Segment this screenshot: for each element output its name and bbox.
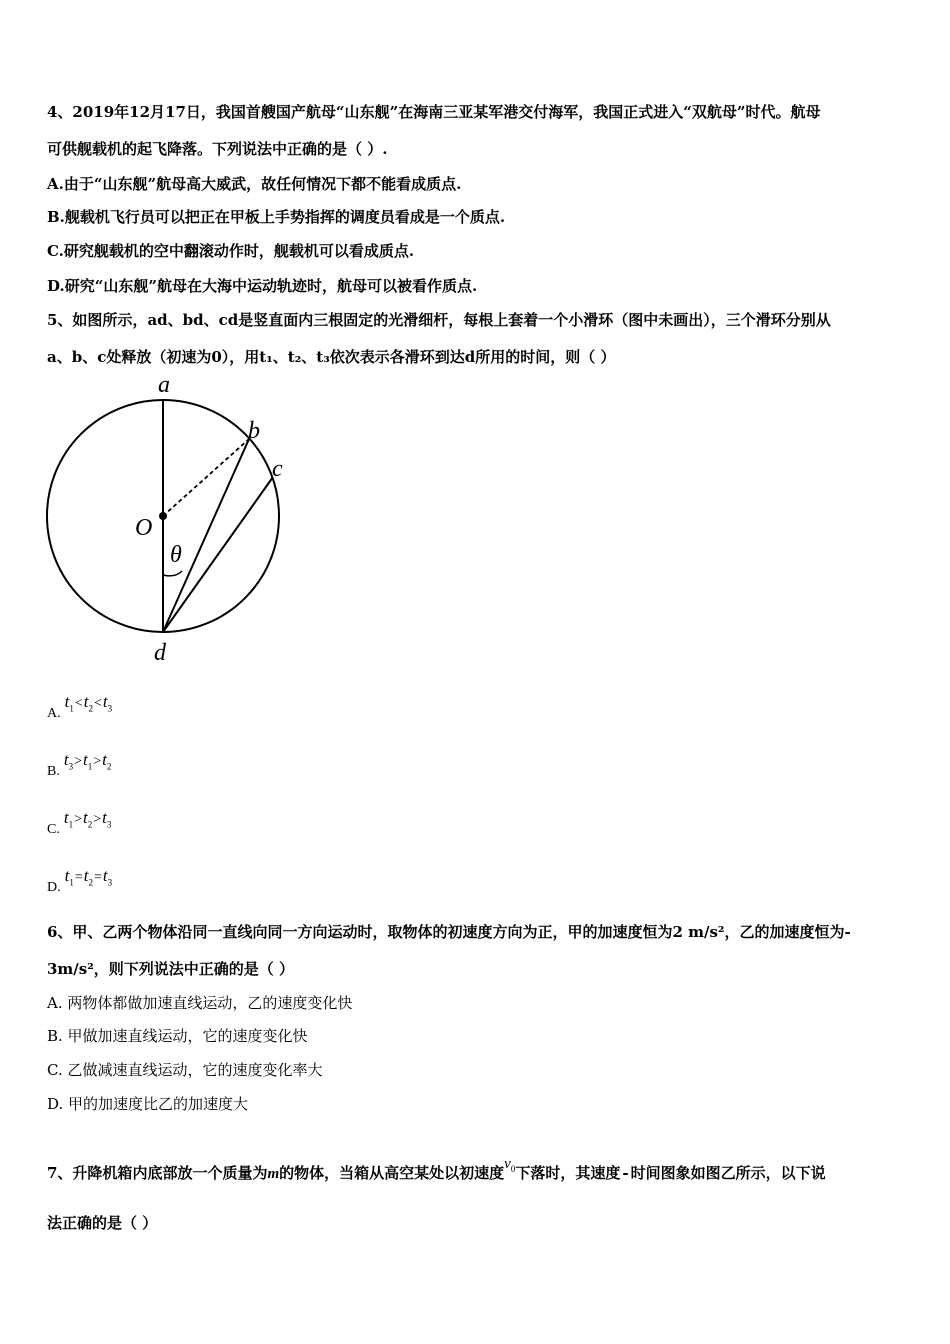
label-c: c bbox=[272, 456, 283, 482]
option-letter: B. bbox=[47, 764, 60, 779]
q7-stem-line1: 7、升降机箱内底部放一个质量为m的物体，当箱从高空某处以初速度$v_0$下落时，其速度 - 时间图象如图乙所示，以下说 bbox=[47, 1156, 826, 1182]
label-theta: θ bbox=[170, 542, 182, 568]
center-point bbox=[159, 512, 167, 520]
q6-option-a: A. 两物体都做加速直线运动，乙的速度变化快 bbox=[47, 994, 353, 1012]
angle-arc bbox=[163, 571, 182, 576]
q4-stem-line1: 4、2019年12月17日，我国首艘国产航母“山东舰”在海南三亚某军港交付海军，我国正式进入“双航母”时代。航母 bbox=[47, 103, 821, 121]
dashed-ob bbox=[163, 439, 249, 516]
option-letter: C. bbox=[47, 822, 60, 837]
q5-option-a: $A.t_1<t_2<t_3$ bbox=[47, 692, 113, 721]
q6-option-b: B. 甲做加速直线运动，它的速度变化快 bbox=[47, 1027, 308, 1045]
q5-stem-line1: 5、如图所示，ad、bd、cd是竖直面内三根固定的光滑细杆，每根上套着一个小滑环（图中未画出），三个滑环分别从 bbox=[47, 311, 831, 329]
q4-stem-line2: 可供舰载机的起飞降落。下列说法中正确的是（ ）. bbox=[47, 140, 388, 158]
q5-stem-line2: a、b、c处释放（初速为0），用t₁、t₂、t₃依次表示各滑环到达d所用的时间，则（ ） bbox=[47, 348, 616, 366]
option-letter: A. bbox=[47, 706, 61, 721]
label-b: b bbox=[248, 418, 260, 444]
q7-stem-line2: 法正确的是（ ） bbox=[47, 1214, 158, 1232]
label-o: O bbox=[135, 515, 153, 541]
q5-option-b: $B.t_3>t_1>t_2$ bbox=[47, 750, 112, 779]
rod-bd bbox=[163, 439, 249, 632]
option-letter: D. bbox=[47, 880, 61, 895]
q5-option-d: $D.t_1=t_2=t_3$ bbox=[47, 866, 113, 895]
circle-rods-figure bbox=[40, 370, 300, 670]
label-a: a bbox=[158, 372, 170, 398]
q6-stem-line1: 6、甲、乙两个物体沿同一直线向同一方向运动时，取物体的初速度方向为正，甲的加速度恒为2 m/s²，乙的加速度恒为- bbox=[47, 923, 851, 941]
q4-option-d: D.研究“山东舰”航母在大海中运动轨迹时，航母可以被看作质点. bbox=[47, 277, 478, 295]
q6-option-d: D. 甲的加速度比乙的加速度大 bbox=[47, 1095, 249, 1113]
label-d: d bbox=[154, 640, 166, 666]
q4-option-a: A.由于“山东舰”航母高大威武，故任何情况下都不能看成质点. bbox=[47, 175, 462, 193]
q6-stem-line2: 3m/s²，则下列说法中正确的是（ ） bbox=[47, 960, 295, 978]
q6-option-c: C. 乙做减速直线运动，它的速度变化率大 bbox=[47, 1061, 323, 1079]
q5-option-c: $C.t_1>t_2>t_3$ bbox=[47, 808, 112, 837]
q4-option-c: C.研究舰载机的空中翻滚动作时，舰载机可以看成质点. bbox=[47, 242, 415, 260]
q4-option-b: B.舰载机飞行员可以把正在甲板上手势指挥的调度员看成是一个质点. bbox=[47, 208, 506, 226]
